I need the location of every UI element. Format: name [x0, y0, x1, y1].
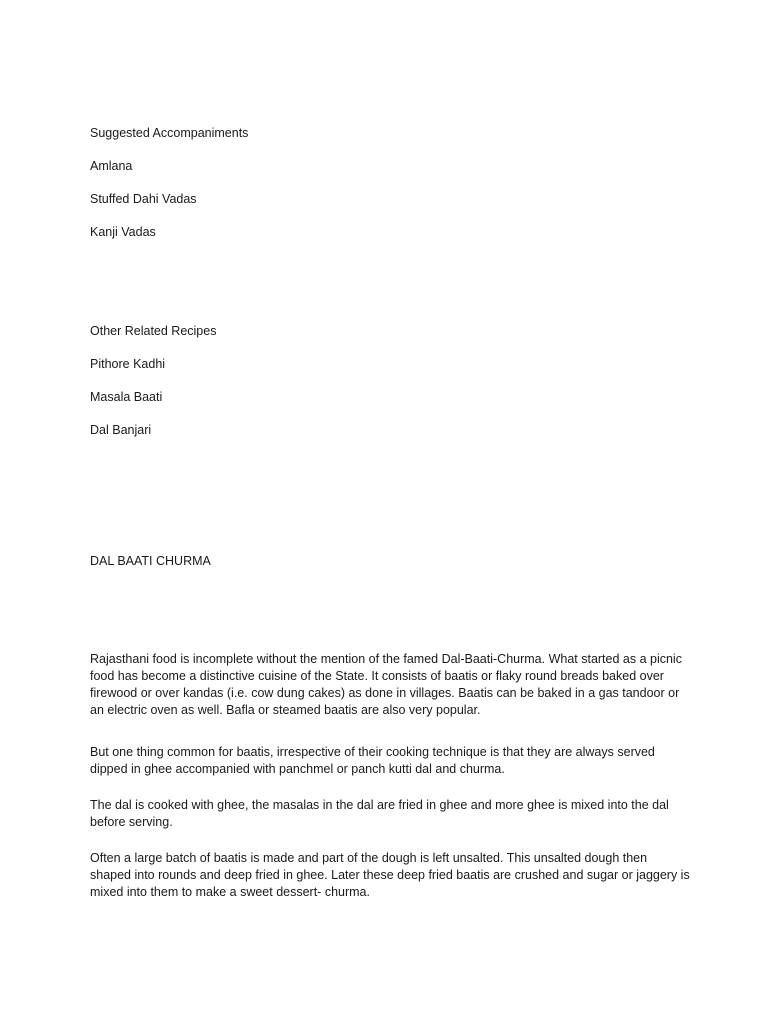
- related-recipe-item: Pithore Kadhi: [90, 357, 166, 371]
- related-recipe-item: Masala Baati: [90, 390, 163, 404]
- recipe-paragraph: Often a large batch of baatis is made and part of the dough is left unsalted. This unsalted dough then shaped into rounds and deep fried in ghee. Later these deep fried baatis are crushed and sugar or jaggery is mixed into them to make a sweet dessert- churma.: [90, 851, 690, 899]
- recipe-paragraph: The dal is cooked with ghee, the masalas in the dal are fried in ghee and more ghee is mixed into the dal before serving.: [90, 798, 669, 829]
- recipe-paragraph: Rajasthani food is incomplete without the mention of the famed Dal-Baati-Churma. What started as a picnic food has become a distinctive cuisine of the State. It consists of baatis or flaky round breads baked over firewood or over kandas (i.e. cow dung cakes) as done in villages. Baatis can be baked in a gas tandoor or an electric oven as well. Bafla or steamed baatis are also very popular.: [90, 652, 682, 717]
- recipe-paragraph: But one thing common for baatis, irrespective of their cooking technique is that they are always served dipped in ghee accompanied with panchmel or panch kutti dal and churma.: [90, 745, 655, 776]
- accompaniment-item: Amlana: [90, 159, 133, 173]
- accompaniments-heading: Suggested Accompaniments: [90, 126, 249, 140]
- accompaniment-item: Stuffed Dahi Vadas: [90, 192, 197, 206]
- related-recipe-item: Dal Banjari: [90, 423, 152, 437]
- related-recipes-heading: Other Related Recipes: [90, 324, 217, 338]
- accompaniment-item: Kanji Vadas: [90, 225, 156, 239]
- recipe-title: DAL BAATI CHURMA: [90, 554, 211, 568]
